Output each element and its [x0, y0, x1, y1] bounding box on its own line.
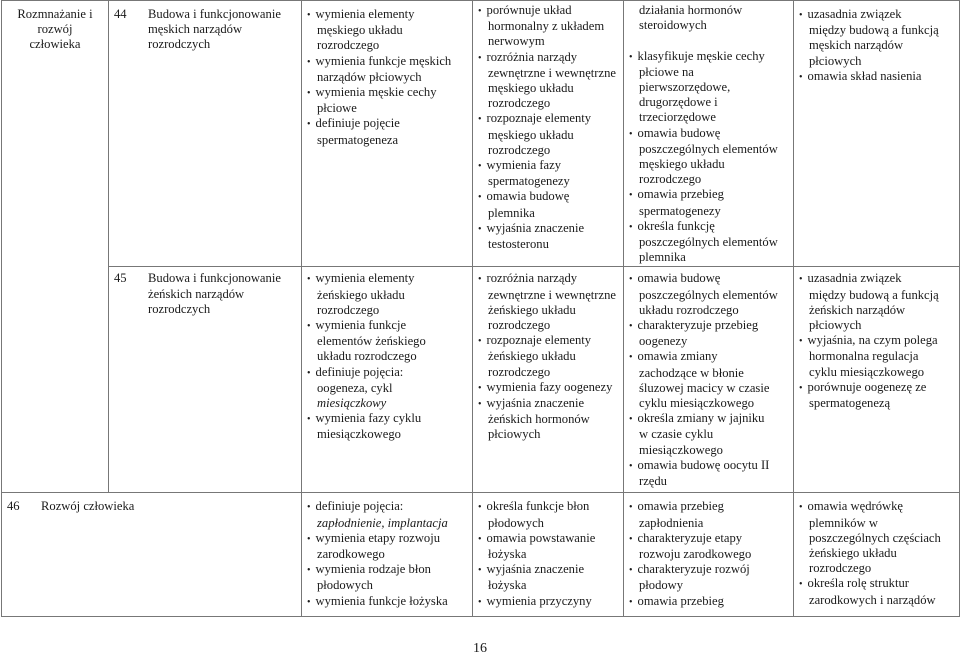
table-row: [2, 493, 960, 617]
requirement-continuation: rozrodczego: [488, 318, 551, 333]
requirement-item: • wymienia etapy rozwoju: [307, 531, 467, 547]
requirement-item: • wyjaśnia znaczenie: [478, 562, 618, 578]
requirements-advanced-cell: [624, 1, 794, 267]
requirement-continuation: między budową a funkcją: [809, 23, 939, 38]
requirement-continuation: żeńskiego układu: [488, 349, 576, 364]
requirement-item: • porównuje oogenezę ze: [799, 380, 954, 396]
topic-cell: [109, 1, 302, 267]
requirement-item: • definiuje pojęcia:: [307, 365, 467, 381]
requirement-continuation: płodowy: [639, 578, 684, 593]
requirement-item: • określa funkcję: [629, 219, 788, 235]
requirement-item: • rozróżnia narządy: [478, 50, 618, 66]
requirement-item: • wyjaśnia znaczenie: [478, 396, 618, 412]
requirements-excellent-cell: [794, 267, 960, 493]
requirement-continuation: płciowych: [809, 318, 862, 333]
requirement-continuation: żeńskiego układu: [488, 302, 576, 317]
requirement-continuation: zewnętrzne i wewnętrzne: [488, 287, 616, 302]
requirement-continuation: testosteronu: [488, 237, 549, 252]
table-row: [2, 267, 960, 493]
requirement-item: • omawia wędrówkę: [799, 499, 954, 515]
requirement-continuation: spermatogenezy: [639, 203, 721, 218]
requirement-item: • wymienia męskie cechy: [307, 85, 467, 101]
topic-line: żeńskich narządów: [148, 286, 245, 301]
requirement-continuation: elementów żeńskiego: [317, 334, 426, 349]
requirement-continuation: poszczególnych elementów: [639, 235, 778, 250]
requirement-continuation: rozwoju zarodkowego: [639, 547, 752, 562]
requirement-continuation: hormonalna regulacja: [809, 349, 919, 364]
topic-cell: [109, 267, 302, 493]
topic-line: Budowa i funkcjonowanie: [148, 271, 281, 286]
requirement-continuation: rzędu: [639, 474, 667, 489]
curriculum-table: [1, 0, 960, 617]
requirement-continuation: poszczególnych częściach: [809, 530, 941, 545]
requirement-continuation: żeńskiego układu: [809, 546, 897, 561]
requirements-excellent-cell: [794, 493, 960, 617]
requirement-item: • charakteryzuje przebieg: [629, 318, 788, 334]
requirement-continuation: steroidowych: [639, 18, 707, 33]
requirements-basic-cell: [302, 1, 473, 267]
requirement-item: • rozpoznaje elementy: [478, 111, 618, 127]
requirement-item: • określa zmiany w jajniku: [629, 411, 788, 427]
requirement-item: • omawia budowę: [629, 271, 788, 287]
topic-line: Rozwój człowieka: [41, 499, 135, 514]
requirement-continuation: cyklu miesiączkowego: [809, 364, 925, 379]
requirement-continuation: zachodzące w błonie: [639, 365, 744, 380]
requirement-item: • omawia przebieg: [629, 594, 788, 610]
requirement-continuation: płciowych: [488, 427, 541, 442]
requirement-continuation: działania hormonów: [639, 3, 743, 17]
table-row: [2, 1, 960, 267]
requirement-continuation: miesiączkowy: [317, 396, 387, 411]
requirement-item: • definiuje pojęcia:: [307, 499, 467, 515]
requirement-item: • wymienia funkcje łożyska: [307, 594, 467, 610]
requirement-continuation: trzeciorzędowe: [639, 110, 716, 125]
requirement-item: • wymienia funkcje męskich: [307, 54, 467, 70]
requirement-continuation: plemnika: [488, 205, 535, 220]
requirement-continuation: zarodkowego: [317, 547, 385, 562]
requirement-continuation: między budową a funkcją: [809, 287, 939, 302]
requirement-continuation: układu rozrodczego: [317, 349, 417, 364]
requirement-item: • charakteryzuje etapy: [629, 531, 788, 547]
requirement-continuation: łożyska: [488, 547, 527, 562]
requirement-item: • omawia budowę: [629, 126, 788, 142]
requirement-item: • rozróżnia narządy: [478, 271, 618, 287]
requirement-continuation: zapłodnienie, implantacja: [317, 515, 448, 530]
requirement-continuation: rozrodczego: [317, 38, 380, 53]
requirements-advanced-cell: [624, 267, 794, 493]
requirement-continuation: układu rozrodczego: [639, 302, 739, 317]
requirement-continuation: oogeneza, cykl: [317, 380, 393, 395]
section-title-line: człowieka: [29, 37, 81, 52]
requirement-continuation: płciowe: [317, 101, 357, 116]
requirement-continuation: żeńskich hormonów: [488, 412, 590, 427]
requirement-item: • wymienia rodzaje błon: [307, 562, 467, 578]
requirement-continuation: męskich narządów: [809, 38, 904, 53]
requirement-continuation: poszczególnych elementów: [639, 141, 778, 156]
requirement-continuation: płciowe na: [639, 64, 694, 79]
requirement-continuation: zarodkowych i narządów: [809, 592, 936, 607]
section-title-cell: [2, 1, 109, 493]
requirement-item: • omawia zmiany: [629, 349, 788, 365]
requirement-continuation: nerwowym: [488, 34, 545, 49]
requirements-excellent-cell: [794, 1, 960, 267]
topic-cell: [2, 493, 302, 617]
requirement-item: • wymienia fazy: [478, 158, 618, 174]
requirement-continuation: w czasie cyklu: [639, 427, 714, 442]
requirements-extended-cell: [473, 493, 624, 617]
requirement-continuation: drugorzędowe i: [639, 95, 718, 110]
requirement-item: • klasyfikuje męskie cechy: [629, 49, 788, 65]
requirement-item: • omawia budowę: [478, 189, 618, 205]
requirement-continuation: cyklu miesiączkowego: [639, 396, 755, 411]
requirement-continuation: żeńskich narządów: [809, 302, 906, 317]
requirement-item: • omawia skład nasienia: [799, 69, 954, 85]
requirement-item: • omawia powstawanie: [478, 531, 618, 547]
requirements-basic-cell: [302, 493, 473, 617]
requirement-item: • wymienia funkcje: [307, 318, 467, 334]
lesson-number: 44: [114, 7, 127, 21]
requirement-item: • uzasadnia związek: [799, 7, 954, 23]
requirement-continuation: rozrodczego: [639, 172, 702, 187]
section-title-line: rozwój: [37, 22, 73, 37]
topic-line: Budowa i funkcjonowanie: [148, 7, 281, 21]
topic-line: rozrodczych: [148, 301, 211, 316]
requirement-continuation: [629, 33, 788, 48]
section-title-line: Rozmnażanie i: [17, 7, 93, 21]
requirement-continuation: płodowych: [317, 578, 373, 593]
requirement-continuation: łożyska: [488, 578, 527, 593]
requirement-continuation: męskiego układu: [488, 127, 574, 142]
requirement-item: • określa rolę struktur: [799, 576, 954, 592]
requirement-continuation: płciowych: [809, 53, 862, 68]
requirement-item: • omawia budowę oocytu II: [629, 458, 788, 474]
requirement-item: • wymienia fazy oogenezy: [478, 380, 618, 396]
requirement-continuation: miesiączkowego: [639, 442, 723, 457]
requirement-continuation: spermatogenezy: [488, 174, 570, 189]
requirement-continuation: męskiego układu: [639, 157, 725, 172]
requirement-continuation: narządów płciowych: [317, 69, 422, 84]
requirement-continuation: spermatogenezą: [809, 396, 891, 411]
page-number: 16: [473, 641, 487, 656]
requirement-continuation: męskiego układu: [317, 23, 403, 38]
requirement-continuation: żeńskiego układu: [317, 287, 405, 302]
requirement-continuation: plemnika: [639, 250, 686, 265]
requirement-continuation: plemników w: [809, 515, 878, 530]
requirement-item: • wymienia elementy: [307, 271, 467, 287]
requirement-item: • omawia przebieg: [629, 187, 788, 203]
topic-line: męskich narządów: [148, 22, 243, 37]
requirement-item: • wymienia fazy cyklu: [307, 411, 467, 427]
requirement-continuation: spermatogeneza: [317, 132, 399, 147]
requirement-continuation: poszczególnych elementów: [639, 287, 778, 302]
requirement-continuation: hormonalny z układem: [488, 19, 605, 34]
lesson-number: 46: [7, 499, 20, 514]
requirement-item: • omawia przebieg: [629, 499, 788, 515]
requirement-continuation: męskiego układu: [488, 81, 574, 96]
requirement-item: • porównuje układ: [478, 3, 618, 19]
requirement-continuation: oogenezy: [639, 334, 688, 349]
requirement-item: • wyjaśnia znaczenie: [478, 221, 618, 237]
requirement-continuation: śluzowej macicy w czasie: [639, 380, 770, 395]
requirements-extended-cell: [473, 1, 624, 267]
requirement-continuation: rozrodczego: [488, 364, 551, 379]
requirement-continuation: zewnętrzne i wewnętrzne: [488, 65, 616, 80]
requirement-item: • definiuje pojęcie: [307, 116, 467, 132]
requirement-item: • uzasadnia związek: [799, 271, 954, 287]
requirement-continuation: rozrodczego: [488, 142, 551, 157]
requirements-advanced-cell: [624, 493, 794, 617]
topic-line: rozrodczych: [148, 37, 211, 52]
requirement-continuation: rozrodczego: [488, 96, 551, 111]
requirements-basic-cell: [302, 267, 473, 493]
requirement-continuation: płodowych: [488, 515, 544, 530]
requirement-continuation: zapłodnienia: [639, 515, 704, 530]
requirement-continuation: pierwszorzędowe,: [639, 80, 731, 95]
requirement-continuation: rozrodczego: [809, 561, 872, 576]
requirement-item: • charakteryzuje rozwój: [629, 562, 788, 578]
requirement-item: • wyjaśnia, na czym polega: [799, 333, 954, 349]
requirement-item: • wymienia elementy: [307, 7, 467, 23]
requirements-extended-cell: [473, 267, 624, 493]
requirement-item: • rozpoznaje elementy: [478, 333, 618, 349]
requirement-continuation: rozrodczego: [317, 302, 380, 317]
requirement-item: • określa funkcje błon: [478, 499, 618, 515]
requirement-continuation: miesiączkowego: [317, 427, 401, 442]
requirement-item: • wymienia przyczyny: [478, 594, 618, 610]
lesson-number: 45: [114, 271, 127, 286]
